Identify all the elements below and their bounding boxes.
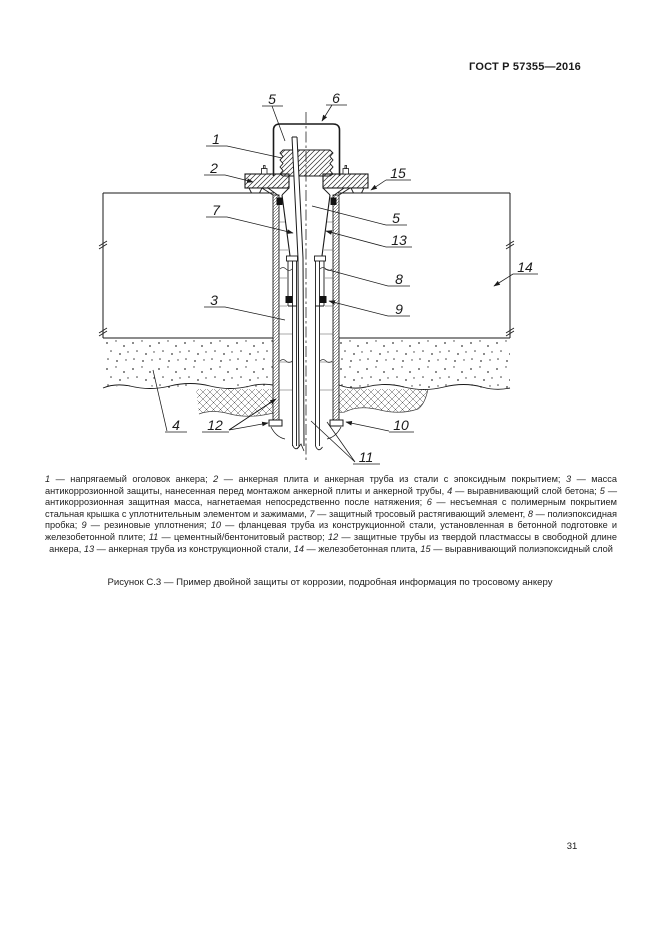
callout-label-9: 9: [395, 301, 403, 317]
tube-foot-left: [269, 420, 282, 426]
legend-item: 7 — защитный тросовый растягивающий элемент,: [309, 508, 528, 519]
soil-hatch: [196, 389, 428, 416]
concrete-stipple-left: [103, 339, 273, 389]
slab-outline: [103, 193, 510, 338]
upper-seal-right: [331, 198, 337, 206]
callout-label-7: 7: [212, 202, 220, 218]
legend-item: 8 — полиэпоксидная пробка;: [45, 508, 617, 531]
lower-seal-right: [320, 296, 327, 303]
legend-item: 5 — антикоррозионная защитная масса, нагнетаемая непосредственно после натяжения;: [45, 485, 618, 508]
legend-item: 14 — железобетонная плита,: [293, 543, 421, 554]
legend-item: 1 — напрягаемый оголовок анкера;: [45, 474, 214, 484]
figure-caption: Рисунок С.3 — Пример двойной защиты от коррозии, подробная информация по тросовому анкеру: [107, 577, 553, 588]
lower-seal-left: [286, 296, 293, 303]
callout-label-15: 15: [390, 165, 406, 181]
tube-foot-right: [330, 420, 343, 426]
inner-pipes: [293, 261, 323, 450]
callout-label-1: 1: [212, 131, 220, 147]
legend-item: 10 — фланцевая труба из конструкционной стали, установленная в бетонной подготовке и железобетонной плите;: [45, 520, 617, 542]
annulus-rungs: [279, 222, 333, 390]
callout-label-3: 3: [210, 292, 218, 308]
plug-collar-left: [287, 256, 298, 261]
anchor-head: [280, 150, 333, 176]
callout-label-8: 8: [395, 271, 403, 287]
concrete-layer: [103, 339, 510, 390]
legend-item: 3 — масса антикоррозионной защиты, нанесенная перед монтажом анкерной плиты и анкерной трубы,: [45, 474, 617, 496]
legend-item: 12 — защитные трубы из твердой пластмассы в свободной длине анкера,: [49, 531, 617, 554]
legend-item: 6 — несъемная с полимерным покрытием стальная крышка с уплотнительным элементом и зажимами,: [45, 497, 617, 519]
plate-foot-left: [249, 188, 262, 193]
figure-legend: [45, 474, 617, 555]
callout-label-5b: 5: [392, 210, 400, 226]
upper-seal-left: [277, 198, 283, 206]
callout-label-12: 12: [207, 417, 223, 433]
callout-label-13: 13: [391, 232, 407, 248]
page-number: 31: [566, 841, 578, 852]
callout-label-6: 6: [332, 90, 340, 106]
legend-item: 15 — выравнивающий полиэпоксидный слой: [420, 543, 613, 554]
plug-collar-right: [315, 256, 326, 261]
legend-item: 13 — анкерная труба из конструкционной стали,: [83, 543, 294, 554]
pipe-bottom-breaks: [293, 445, 323, 450]
callout-label-4: 4: [172, 417, 180, 433]
callout-label-2: 2: [210, 160, 218, 176]
plate-foot-right: [351, 188, 364, 193]
callout-label-14: 14: [517, 259, 533, 275]
legend-item: 2 — анкерная плита и анкерная труба из стали с эпоксидным покрытием;: [213, 474, 566, 484]
callout-label-5a: 5: [268, 91, 276, 107]
outer-tube-right-wall: [333, 195, 339, 420]
legend-item: 11 — цементный/бентонитовый раствор;: [148, 531, 328, 542]
break-marks: [99, 241, 514, 336]
standard-header: ГОСТ Р 57355—2016: [469, 61, 581, 73]
concrete-stipple-right: [339, 339, 510, 390]
legend-item: 4 — выравнивающий слой бетона;: [447, 485, 600, 496]
tendon-cable: [292, 137, 304, 451]
callout-label-11: 11: [358, 449, 374, 465]
legend-item: 9 — резиновые уплотнения;: [81, 520, 211, 531]
callout-label-10: 10: [393, 417, 409, 433]
